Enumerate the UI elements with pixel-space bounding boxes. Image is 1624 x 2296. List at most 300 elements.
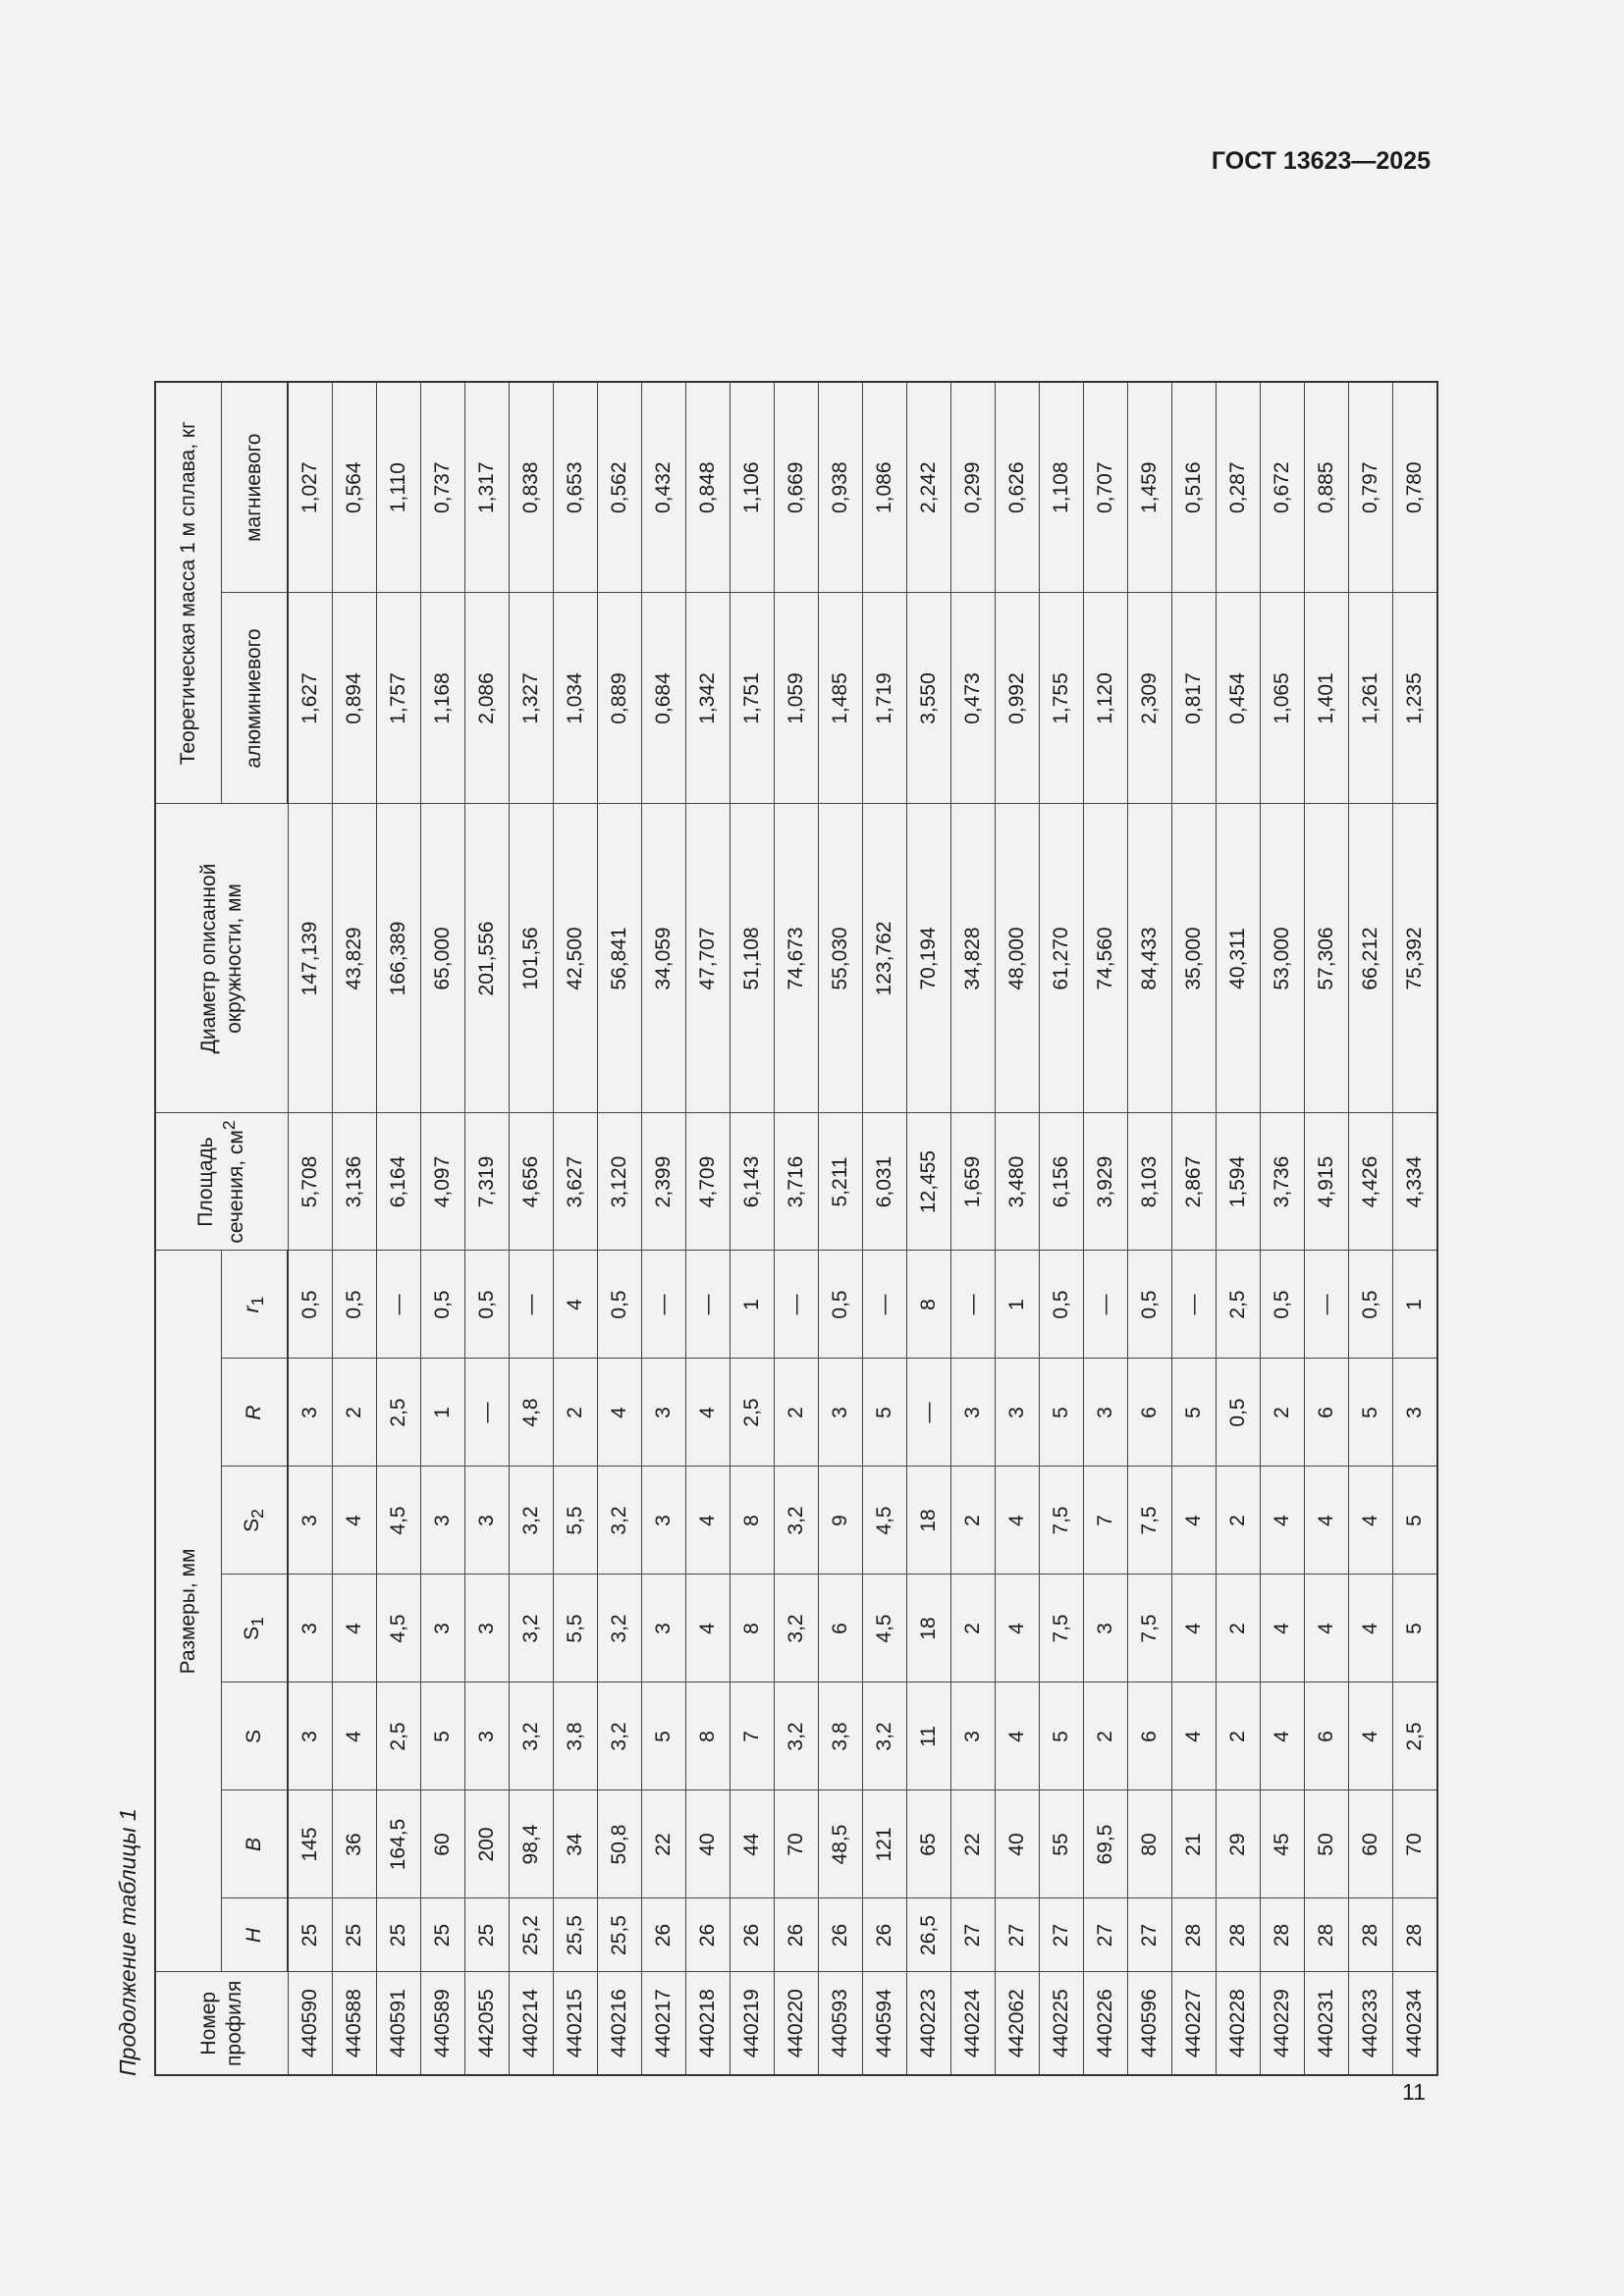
table-cell: 3,716 bbox=[775, 1113, 819, 1251]
table-cell: 25,5 bbox=[598, 1898, 642, 1972]
table-cell: 3,2 bbox=[510, 1575, 554, 1682]
table-cell: 145 bbox=[288, 1790, 333, 1898]
table-cell: 2 bbox=[333, 1359, 377, 1467]
table-cell: 28 bbox=[1217, 1898, 1261, 1972]
table-cell: 51,108 bbox=[731, 804, 775, 1113]
table-cell: 55,030 bbox=[819, 804, 863, 1113]
table-row bbox=[510, 382, 554, 2075]
table-row bbox=[1084, 382, 1128, 2075]
table-cell: 0,5 bbox=[465, 1251, 510, 1359]
table-cell: 5 bbox=[1393, 1575, 1438, 1682]
table-cell: 3 bbox=[465, 1575, 510, 1682]
table-cell: 42,500 bbox=[554, 804, 598, 1113]
table-cell: 3 bbox=[1084, 1575, 1128, 1682]
table-cell: 440219 bbox=[731, 1972, 775, 2075]
table-cell: 4,8 bbox=[510, 1359, 554, 1467]
table-cell: 26,5 bbox=[907, 1898, 951, 1972]
table-cell: 48,5 bbox=[819, 1790, 863, 1898]
table-cell: 25,5 bbox=[554, 1898, 598, 1972]
table-cell: 1 bbox=[421, 1359, 465, 1467]
table-cell: 440224 bbox=[951, 1972, 996, 2075]
table-cell: 69,5 bbox=[1084, 1790, 1128, 1898]
table-cell: — bbox=[1084, 1251, 1128, 1359]
table-cell: 18 bbox=[907, 1467, 951, 1575]
table-cell: 440225 bbox=[1040, 1972, 1084, 2075]
table-cell: 3 bbox=[819, 1359, 863, 1467]
table-cell: 1,065 bbox=[1261, 593, 1305, 804]
table-cell: 7,5 bbox=[1128, 1575, 1172, 1682]
table-cell: 5 bbox=[421, 1682, 465, 1790]
table-cell: 1,485 bbox=[819, 593, 863, 804]
table-cell: 1 bbox=[1393, 1251, 1438, 1359]
table-cell: 101,56 bbox=[510, 804, 554, 1113]
table-cell: 56,841 bbox=[598, 804, 642, 1113]
table-row bbox=[598, 382, 642, 2075]
table-cell: 2,399 bbox=[642, 1113, 686, 1251]
table-cell: 40 bbox=[686, 1790, 731, 1898]
table-row bbox=[731, 382, 775, 2075]
table-cell: 8,103 bbox=[1128, 1113, 1172, 1251]
table-cell: 2,5 bbox=[1393, 1682, 1438, 1790]
table-cell: 34,828 bbox=[951, 804, 996, 1113]
table-cell: 3 bbox=[465, 1467, 510, 1575]
table-cell: 440588 bbox=[333, 1972, 377, 2075]
table-cell: 147,139 bbox=[288, 804, 333, 1113]
table-cell: 3,929 bbox=[1084, 1113, 1128, 1251]
table-cell: 4,5 bbox=[863, 1467, 907, 1575]
table-cell: 26 bbox=[819, 1898, 863, 1972]
table-cell: 1,719 bbox=[863, 593, 907, 804]
table-cell: 4,5 bbox=[863, 1575, 907, 1682]
table-cell: 0,707 bbox=[1084, 382, 1128, 593]
table-cell: 0,894 bbox=[333, 593, 377, 804]
table-cell: 3 bbox=[288, 1682, 333, 1790]
table-cell: 442062 bbox=[996, 1972, 1040, 2075]
table-cell: 2 bbox=[951, 1467, 996, 1575]
table-cell: 0,287 bbox=[1217, 382, 1261, 593]
table-cell: 28 bbox=[1305, 1898, 1349, 1972]
table-cell: 440216 bbox=[598, 1972, 642, 2075]
table-cell: 3,136 bbox=[333, 1113, 377, 1251]
table-cell: 0,737 bbox=[421, 382, 465, 593]
table-cell: 4 bbox=[996, 1575, 1040, 1682]
table-cell: 0,848 bbox=[686, 382, 731, 593]
table-cell: 66,212 bbox=[1349, 804, 1393, 1113]
table-cell: 18 bbox=[907, 1575, 951, 1682]
table-cell: 0,780 bbox=[1393, 382, 1438, 593]
continuation-caption: Продолжение таблицы 1 bbox=[115, 1808, 140, 2076]
table-cell: 0,669 bbox=[775, 382, 819, 593]
table-cell: 3 bbox=[421, 1575, 465, 1682]
table-cell: 4 bbox=[333, 1682, 377, 1790]
table-cell: 7,5 bbox=[1040, 1575, 1084, 1682]
table-row bbox=[907, 382, 951, 2075]
header-diameter: Диаметр описанной окружности, мм bbox=[155, 804, 288, 1113]
table-cell: 3 bbox=[465, 1682, 510, 1790]
table-cell: 25 bbox=[288, 1898, 333, 1972]
table-cell: 3,2 bbox=[598, 1467, 642, 1575]
table-cell: 4 bbox=[686, 1359, 731, 1467]
table-cell: 44 bbox=[731, 1790, 775, 1898]
table-cell: 4 bbox=[1261, 1682, 1305, 1790]
table-cell: 6 bbox=[1305, 1359, 1349, 1467]
table-cell: 5,5 bbox=[554, 1575, 598, 1682]
table-cell: 8 bbox=[731, 1467, 775, 1575]
table-cell: — bbox=[377, 1251, 421, 1359]
table-cell: 200 bbox=[465, 1790, 510, 1898]
table-cell: 65,000 bbox=[421, 804, 465, 1113]
table-cell: 4,915 bbox=[1305, 1113, 1349, 1251]
table-cell: 5,708 bbox=[288, 1113, 333, 1251]
table-cell: 166,389 bbox=[377, 804, 421, 1113]
table-cell: 53,000 bbox=[1261, 804, 1305, 1113]
table-row bbox=[1217, 382, 1261, 2075]
table-cell: 28 bbox=[1172, 1898, 1217, 1972]
table-cell: 440215 bbox=[554, 1972, 598, 2075]
table-cell: 27 bbox=[951, 1898, 996, 1972]
table-cell: 440228 bbox=[1217, 1972, 1261, 2075]
table-cell: 3 bbox=[642, 1467, 686, 1575]
table-cell: 440594 bbox=[863, 1972, 907, 2075]
table-cell: 3,120 bbox=[598, 1113, 642, 1251]
table-cell: 74,560 bbox=[1084, 804, 1128, 1113]
table-cell: 1,317 bbox=[465, 382, 510, 593]
header-dimensions: Размеры, мм bbox=[155, 1251, 221, 1972]
table-cell: 25 bbox=[465, 1898, 510, 1972]
table-cell: 3,2 bbox=[510, 1467, 554, 1575]
profiles-table bbox=[154, 381, 1438, 2076]
table-cell: 80 bbox=[1128, 1790, 1172, 1898]
table-cell: 4 bbox=[554, 1251, 598, 1359]
table-row bbox=[863, 382, 907, 2075]
table-cell: 2,086 bbox=[465, 593, 510, 804]
table-row bbox=[996, 382, 1040, 2075]
table-cell: 7,5 bbox=[1040, 1467, 1084, 1575]
header-aluminum: алюминиевого bbox=[221, 593, 288, 804]
table-cell: 0,564 bbox=[333, 382, 377, 593]
table-cell: 7,319 bbox=[465, 1113, 510, 1251]
table-cell: 440233 bbox=[1349, 1972, 1393, 2075]
table-row bbox=[1393, 382, 1438, 2075]
table-cell: 123,762 bbox=[863, 804, 907, 1113]
table-cell: 6,156 bbox=[1040, 1113, 1084, 1251]
table-cell: 26 bbox=[686, 1898, 731, 1972]
table-cell: 1,327 bbox=[510, 593, 554, 804]
table-cell: 4,5 bbox=[377, 1467, 421, 1575]
table-cell: 40 bbox=[996, 1790, 1040, 1898]
table-cell: 3 bbox=[288, 1467, 333, 1575]
table-cell: 6,164 bbox=[377, 1113, 421, 1251]
table-cell: 1,059 bbox=[775, 593, 819, 804]
table-cell: 3 bbox=[1393, 1359, 1438, 1467]
table-cell: 2 bbox=[554, 1359, 598, 1467]
table-cell: 3,2 bbox=[510, 1682, 554, 1790]
table-cell: 201,556 bbox=[465, 804, 510, 1113]
table-cell: 27 bbox=[996, 1898, 1040, 1972]
table-row bbox=[686, 382, 731, 2075]
table-row bbox=[1305, 382, 1349, 2075]
header-magnesium: магниевого bbox=[221, 382, 288, 593]
table-cell: 25 bbox=[377, 1898, 421, 1972]
table-cell: 2 bbox=[1217, 1682, 1261, 1790]
table-cell: 121 bbox=[863, 1790, 907, 1898]
table-cell: 0,432 bbox=[642, 382, 686, 593]
standard-number: ГОСТ 13623—2025 bbox=[1211, 147, 1431, 175]
table-cell: 0,516 bbox=[1172, 382, 1217, 593]
table-cell: 6 bbox=[1305, 1682, 1349, 1790]
table-cell: 1,261 bbox=[1349, 593, 1393, 804]
table-row bbox=[333, 382, 377, 2075]
table-cell: 4,426 bbox=[1349, 1113, 1393, 1251]
table-cell: — bbox=[863, 1251, 907, 1359]
table-cell: 0,885 bbox=[1305, 382, 1349, 593]
table-cell: 4 bbox=[1261, 1467, 1305, 1575]
table-row bbox=[465, 382, 510, 2075]
table-row bbox=[819, 382, 863, 2075]
table-cell: 5 bbox=[1349, 1359, 1393, 1467]
table-cell: 4 bbox=[1349, 1682, 1393, 1790]
table-cell: 5 bbox=[863, 1359, 907, 1467]
table-cell: 45 bbox=[1261, 1790, 1305, 1898]
table-cell: 0,626 bbox=[996, 382, 1040, 593]
table-cell: 0,938 bbox=[819, 382, 863, 593]
table-cell: 3,2 bbox=[775, 1575, 819, 1682]
rotated-table-block bbox=[108, 231, 1434, 2076]
table-cell: 440596 bbox=[1128, 1972, 1172, 2075]
table-cell: 4 bbox=[996, 1682, 1040, 1790]
table-cell: 25,2 bbox=[510, 1898, 554, 1972]
table-cell: 0,797 bbox=[1349, 382, 1393, 593]
table-row bbox=[377, 382, 421, 2075]
table-cell: 36 bbox=[333, 1790, 377, 1898]
table-cell: 1,106 bbox=[731, 382, 775, 593]
table-cell: 8 bbox=[686, 1682, 731, 1790]
table-cell: 5,5 bbox=[554, 1467, 598, 1575]
table-cell: 1,168 bbox=[421, 593, 465, 804]
table-cell: 440218 bbox=[686, 1972, 731, 2075]
table-cell: 0,672 bbox=[1261, 382, 1305, 593]
table-cell: 1,027 bbox=[288, 382, 333, 593]
table-cell: 4 bbox=[686, 1467, 731, 1575]
table-cell: 50,8 bbox=[598, 1790, 642, 1898]
table-cell: 1,034 bbox=[554, 593, 598, 804]
table-cell: 26 bbox=[642, 1898, 686, 1972]
table-cell: — bbox=[642, 1251, 686, 1359]
table-cell: 2 bbox=[1084, 1682, 1128, 1790]
table-cell: 0,889 bbox=[598, 593, 642, 804]
table-cell: 4 bbox=[1349, 1467, 1393, 1575]
table-cell: 3,627 bbox=[554, 1113, 598, 1251]
table-cell: 4 bbox=[598, 1359, 642, 1467]
table-cell: — bbox=[775, 1251, 819, 1359]
table-cell: 3 bbox=[642, 1575, 686, 1682]
table-cell: 28 bbox=[1393, 1898, 1438, 1972]
table-cell: 3,2 bbox=[598, 1575, 642, 1682]
table-cell: 0,5 bbox=[819, 1251, 863, 1359]
table-cell: 26 bbox=[863, 1898, 907, 1972]
table-cell: 21 bbox=[1172, 1790, 1217, 1898]
table-cell: 4 bbox=[1261, 1575, 1305, 1682]
table-cell: 3 bbox=[951, 1359, 996, 1467]
table-cell: 35,000 bbox=[1172, 804, 1217, 1113]
table-cell: 4,656 bbox=[510, 1113, 554, 1251]
table-cell: 2,5 bbox=[377, 1682, 421, 1790]
table-cell: 440593 bbox=[819, 1972, 863, 2075]
table-cell: 6,143 bbox=[731, 1113, 775, 1251]
table-cell: 4 bbox=[333, 1467, 377, 1575]
table-cell: 27 bbox=[1084, 1898, 1128, 1972]
table-cell: 4,709 bbox=[686, 1113, 731, 1251]
table-cell: 5,211 bbox=[819, 1113, 863, 1251]
table-row bbox=[421, 382, 465, 2075]
table-cell: 98,4 bbox=[510, 1790, 554, 1898]
table-cell: 2 bbox=[775, 1359, 819, 1467]
table-cell: — bbox=[465, 1359, 510, 1467]
table-cell: 25 bbox=[421, 1898, 465, 1972]
table-cell: 0,5 bbox=[1128, 1251, 1172, 1359]
table-cell: 84,433 bbox=[1128, 804, 1172, 1113]
table-cell: 1,235 bbox=[1393, 593, 1438, 804]
table-body bbox=[288, 382, 1437, 2075]
table-cell: 3 bbox=[288, 1359, 333, 1467]
table-cell: 440217 bbox=[642, 1972, 686, 2075]
table-cell: 1,108 bbox=[1040, 382, 1084, 593]
table-cell: 12,455 bbox=[907, 1113, 951, 1251]
table-cell: 48,000 bbox=[996, 804, 1040, 1113]
table-cell: 7,5 bbox=[1128, 1467, 1172, 1575]
table-cell: 440214 bbox=[510, 1972, 554, 2075]
table-cell: 3,736 bbox=[1261, 1113, 1305, 1251]
table-cell: 0,5 bbox=[1040, 1251, 1084, 1359]
header-b: B bbox=[221, 1790, 288, 1898]
table-cell: 0,5 bbox=[288, 1251, 333, 1359]
table-cell: 2,867 bbox=[1172, 1113, 1217, 1251]
table-cell: 9 bbox=[819, 1467, 863, 1575]
table-cell: 2 bbox=[951, 1575, 996, 1682]
table-cell: 3 bbox=[951, 1682, 996, 1790]
table-cell: 3 bbox=[1084, 1359, 1128, 1467]
table-cell: 4,5 bbox=[377, 1575, 421, 1682]
table-cell: 4 bbox=[1172, 1467, 1217, 1575]
table-cell: 4 bbox=[1172, 1575, 1217, 1682]
table-cell: 47,707 bbox=[686, 804, 731, 1113]
table-cell: 43,829 bbox=[333, 804, 377, 1113]
table-cell: 440223 bbox=[907, 1972, 951, 2075]
table-cell: — bbox=[686, 1251, 731, 1359]
table-cell: 11 bbox=[907, 1682, 951, 1790]
table-cell: 0,5 bbox=[1217, 1359, 1261, 1467]
table-cell: 440234 bbox=[1393, 1972, 1438, 2075]
table-cell: 0,299 bbox=[951, 382, 996, 593]
table-cell: 1,627 bbox=[288, 593, 333, 804]
table-cell: 1,594 bbox=[1217, 1113, 1261, 1251]
table-cell: 0,653 bbox=[554, 382, 598, 593]
table-cell: 440227 bbox=[1172, 1972, 1217, 2075]
table-cell: 164,5 bbox=[377, 1790, 421, 1898]
table-cell: 0,817 bbox=[1172, 593, 1217, 804]
table-cell: 442055 bbox=[465, 1972, 510, 2075]
table-cell: 2,5 bbox=[377, 1359, 421, 1467]
table-cell: 1,401 bbox=[1305, 593, 1349, 804]
table-cell: 0,473 bbox=[951, 593, 996, 804]
table-cell: 4 bbox=[1305, 1575, 1349, 1682]
table-row bbox=[1128, 382, 1172, 2075]
table-cell: 0,454 bbox=[1217, 593, 1261, 804]
table-cell: 3 bbox=[996, 1359, 1040, 1467]
header-s2: $S_2$ bbox=[221, 1467, 288, 1575]
table-cell: 5 bbox=[1040, 1359, 1084, 1467]
table-cell: 70 bbox=[1393, 1790, 1438, 1898]
table-cell: 1 bbox=[731, 1251, 775, 1359]
table-row bbox=[642, 382, 686, 2075]
header-s: S bbox=[221, 1682, 288, 1790]
table-cell: 440229 bbox=[1261, 1972, 1305, 2075]
table-cell: 27 bbox=[1128, 1898, 1172, 1972]
table-cell: 1,086 bbox=[863, 382, 907, 593]
table-cell: 3,8 bbox=[554, 1682, 598, 1790]
table-cell: 25 bbox=[333, 1898, 377, 1972]
table-cell: 0,5 bbox=[421, 1251, 465, 1359]
table-cell: 3 bbox=[421, 1467, 465, 1575]
table-cell: 2 bbox=[1217, 1467, 1261, 1575]
table-cell: 7 bbox=[731, 1682, 775, 1790]
table-cell: — bbox=[951, 1251, 996, 1359]
table-cell: 6 bbox=[1128, 1359, 1172, 1467]
table-cell: 40,311 bbox=[1217, 804, 1261, 1113]
table-cell: — bbox=[1305, 1251, 1349, 1359]
page-number: 11 bbox=[1402, 2079, 1426, 2105]
table-cell: 6 bbox=[1128, 1682, 1172, 1790]
table-row bbox=[1172, 382, 1217, 2075]
table-row bbox=[775, 382, 819, 2075]
table-cell: 26 bbox=[775, 1898, 819, 1972]
table-cell: 4,334 bbox=[1393, 1113, 1438, 1251]
table-cell: 4 bbox=[996, 1467, 1040, 1575]
table-cell: 22 bbox=[951, 1790, 996, 1898]
table-row bbox=[1349, 382, 1393, 2075]
table-cell: 6,031 bbox=[863, 1113, 907, 1251]
table-cell: 0,684 bbox=[642, 593, 686, 804]
header-profile-number: Номер профиля bbox=[155, 1972, 288, 2075]
header-r-upper: R bbox=[221, 1359, 288, 1467]
table-cell: 440226 bbox=[1084, 1972, 1128, 2075]
table-cell: 1,459 bbox=[1128, 382, 1172, 593]
table-cell: 75,392 bbox=[1393, 804, 1438, 1113]
table-cell: 5 bbox=[1040, 1682, 1084, 1790]
table-cell: 29 bbox=[1217, 1790, 1261, 1898]
table-cell: 3,2 bbox=[598, 1682, 642, 1790]
table-row bbox=[1261, 382, 1305, 2075]
table-cell: 26 bbox=[731, 1898, 775, 1972]
table-cell: 70 bbox=[775, 1790, 819, 1898]
table-row bbox=[554, 382, 598, 2075]
table-row bbox=[288, 382, 333, 2075]
table-cell: 7 bbox=[1084, 1467, 1128, 1575]
table-cell: 2,5 bbox=[731, 1359, 775, 1467]
table-cell: 34 bbox=[554, 1790, 598, 1898]
table-cell: 0,5 bbox=[333, 1251, 377, 1359]
table-cell: 0,5 bbox=[1349, 1251, 1393, 1359]
table-cell: 3,2 bbox=[775, 1467, 819, 1575]
table-cell: 2 bbox=[1261, 1359, 1305, 1467]
table-cell: 2 bbox=[1217, 1575, 1261, 1682]
table-cell: 1 bbox=[996, 1251, 1040, 1359]
table-cell: 3,2 bbox=[775, 1682, 819, 1790]
table-cell: — bbox=[907, 1359, 951, 1467]
table-cell: 1,757 bbox=[377, 593, 421, 804]
table-cell: 74,673 bbox=[775, 804, 819, 1113]
table-cell: 8 bbox=[907, 1251, 951, 1359]
